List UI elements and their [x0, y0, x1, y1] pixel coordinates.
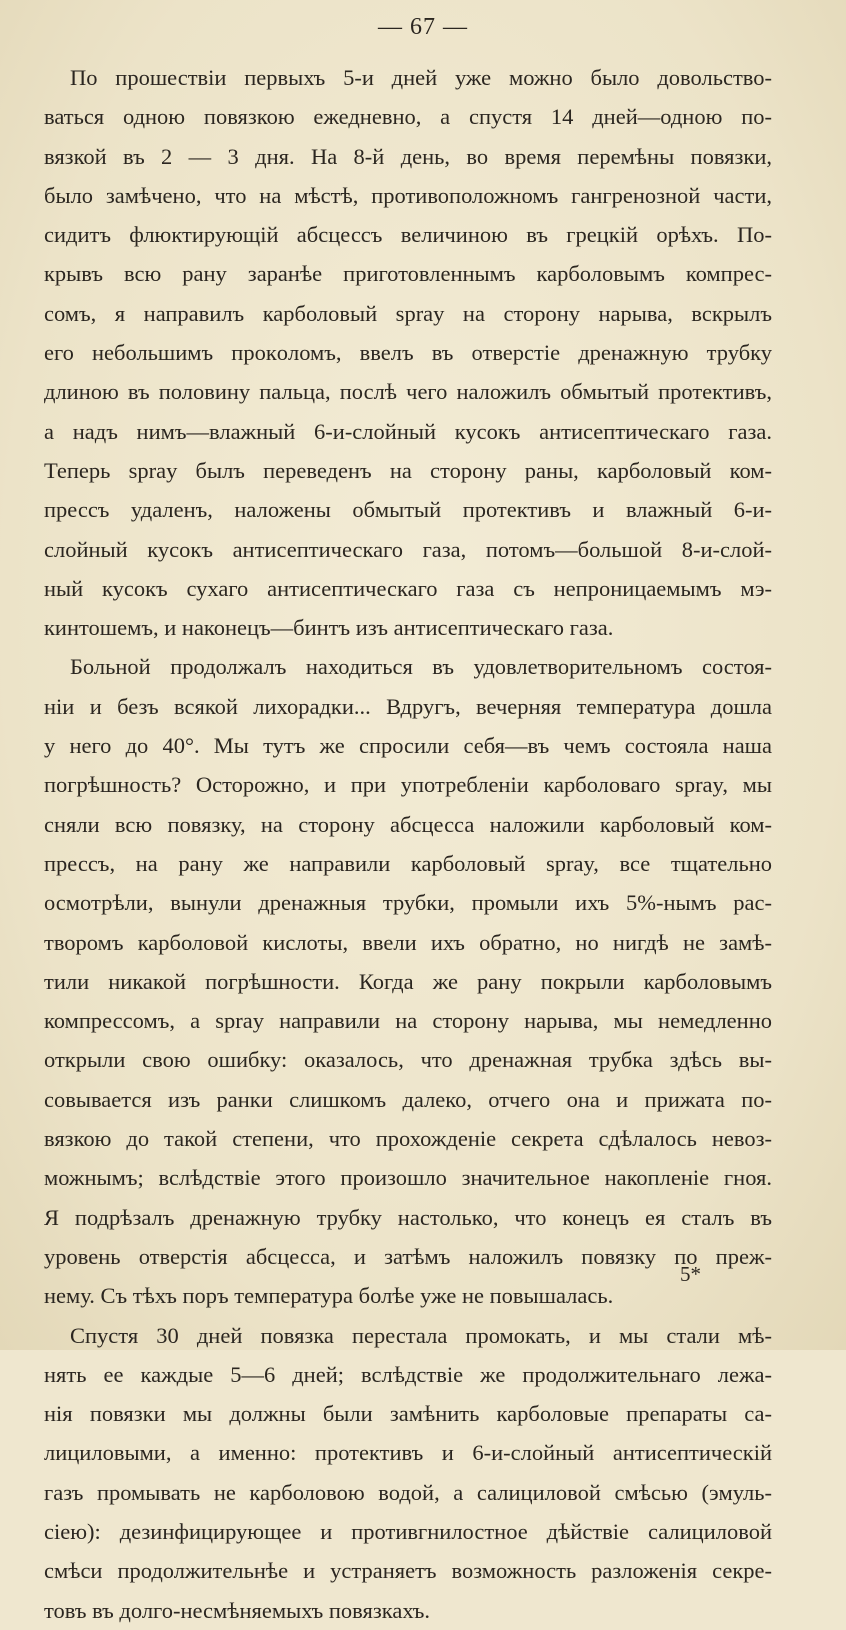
text-line: смѣси продолжительнѣе и устраняетъ возможность разложенія секре-	[44, 1558, 772, 1584]
text-line: погрѣшность? Осторожно, и при употребленіи карболоваго spray, мы	[44, 772, 772, 798]
signature-mark: 5*	[680, 1262, 701, 1286]
text-line: ваться одною повязкою ежедневно, а спустя 14 дней—одною по-	[44, 104, 772, 130]
text-line: нять ее каждые 5—6 дней; вслѣдствіе же продолжительнаго лежа-	[44, 1361, 772, 1387]
text-line: сомъ, я направилъ карболовый spray на сторону нарыва, вскрылъ	[44, 300, 772, 326]
text-line: а надъ нимъ—влажный 6-и-слойный кусокъ антисептическаго газа.	[44, 418, 772, 444]
text-line: творомъ карболовой кислоты, ввели ихъ обратно, но нигдѣ не замѣ-	[44, 929, 772, 955]
text-line: ніи и безъ всякой лихорадки... Вдругъ, вечерняя температура дошла	[44, 693, 772, 719]
text-line: у него до 40°. Мы тутъ же спросили себя—въ чемъ состояла наша	[44, 733, 772, 759]
text-line: сняли всю повязку, на сторону абсцесса наложили карболовый ком-	[44, 811, 772, 837]
text-line: нія повязки мы должны были замѣнить карболовые препараты са-	[44, 1401, 772, 1427]
text-line: открыли свою ошибку: оказалось, что дренажная трубка здѣсь вы-	[44, 1047, 772, 1073]
text-line: прессъ удаленъ, наложены обмытый протективъ и влажный 6-и-	[44, 497, 772, 523]
text-line: кинтошемъ, и наконецъ—бинтъ изъ антисептическаго газа.	[44, 615, 614, 641]
text-line: вязкою до такой степени, что прохожденіе секрета сдѣлалось невоз-	[44, 1126, 772, 1152]
text-line: было замѣчено, что на мѣстѣ, противоположномъ гангренозной части,	[44, 182, 772, 208]
text-line: совывается изъ ранки слишкомъ далеко, отчего она и прижата по-	[44, 1086, 772, 1112]
text-line: крывъ всю рану заранѣе приготовленнымъ карболовымъ компрес-	[44, 261, 772, 287]
text-line: его небольшимъ прокoломъ, ввелъ въ отверстіе дренажную трубку	[44, 340, 772, 366]
text-line: Больной продолжалъ находиться въ удовлетворительномъ состоя-	[70, 654, 772, 680]
text-line: товъ въ долго-несмѣняемыхъ повязкахъ.	[44, 1597, 430, 1623]
text-line: Спустя 30 дней повязка перестала промокать, и мы стали мѣ-	[70, 1322, 772, 1348]
text-line: газъ промывать не карболовою водой, а салициловой смѣсью (эмуль-	[44, 1479, 772, 1505]
body-text	[44, 58, 772, 1630]
text-line: вязкой въ 2 — 3 дня. На 8-й день, во время перемѣны повязки,	[44, 143, 772, 169]
text-line: прессъ, на рану же направили карболовый spray, все тщательно	[44, 850, 772, 876]
text-line: уровень отверстія абсцесса, и затѣмъ наложилъ повязку по преж-	[44, 1243, 772, 1269]
text-line: длиною въ половину пальца, послѣ чего наложилъ обмытый протективъ,	[44, 379, 772, 405]
text-line: По прошествіи первыхъ 5-и дней уже можно было довольство-	[70, 65, 772, 90]
text-line: тили никакой погрѣшности. Когда же рану покрыли карболовымъ	[44, 968, 772, 994]
text-line: лициловыми, а именно: протективъ и 6-и-слойный антисептическій	[44, 1440, 772, 1466]
text-line: компрессомъ, а spray направили на сторону нарыва, мы немедленно	[44, 1008, 772, 1034]
page-number: — 67 —	[378, 14, 468, 40]
text-line: слойный кусокъ антисептическаго газа, потомъ—большой 8-и-слой-	[44, 536, 772, 562]
text-line: сіею): дезинфицирующее и противгнилостное дѣйствіе салициловой	[44, 1518, 772, 1544]
text-line: Я подрѣзалъ дренажную трубку настолько, что конецъ ея сталъ въ	[44, 1204, 772, 1230]
text-line: можнымъ; вслѣдствіе этого произошло значительное накопленіе гноя.	[44, 1165, 772, 1191]
text-line: Теперь spray былъ переведенъ на сторону раны, карболовый ком-	[44, 457, 772, 483]
text-line: сидитъ флюктирующій абсцессъ величиною въ грецкій орѣхъ. По-	[44, 222, 772, 248]
text-line: осмотрѣли, вынули дренажныя трубки, промыли ихъ 5%-нымъ рас-	[44, 890, 772, 916]
text-line: нему. Съ тѣхъ поръ температура болѣе уже не повышалась.	[44, 1283, 614, 1309]
text-line: ный кусокъ сухаго антисептическаго газа съ непроницаемымъ мэ-	[44, 575, 772, 601]
